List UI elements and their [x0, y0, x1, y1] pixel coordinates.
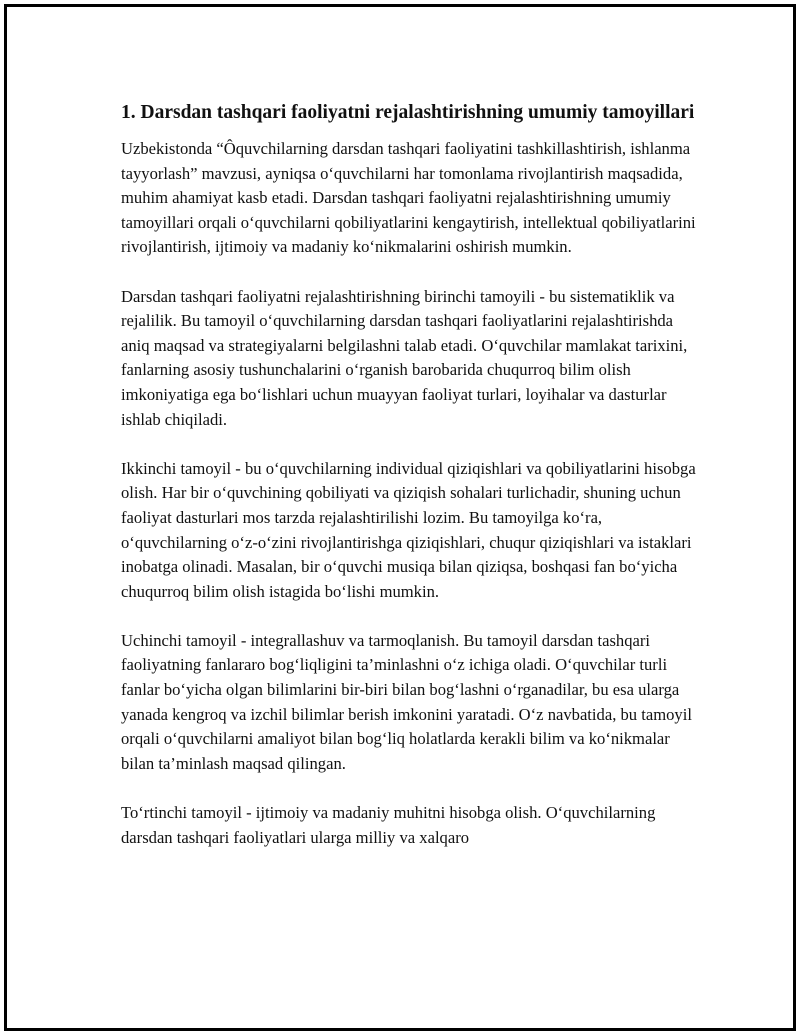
- paragraph-intro: Uzbekistonda “Ôquvchilarning darsdan tashqari faoliyatini tashkillashtirish, ishlanma tayyorlash” mavzusi, ayniqsa o‘quvchilarni har tomonlama rivojlantirish maqsadida, muhim ahamiyat kasb etadi. Darsdan tashqari faoliyatni rejalashtirishning umumiy tamoyillari orqali o‘quvchilarni qobiliyatlarini kengaytirish, intellektual qobiliyatlarini rivojlantirish, ijtimoiy va madaniy ko‘nikmalarini oshirish mumkin.: [121, 139, 696, 257]
- document-page: [4, 4, 796, 1031]
- paragraph-first-principle: Darsdan tashqari faoliyatni rejalashtirishning birinchi tamoyili - bu sistematiklik va rejalilik. Bu tamoyil o‘quvchilarning darsdan tashqari faoliyatlarini rejalashtirishda aniq maqsad va strategiyalarni belgilashni talab etadi. O‘quvchilar mamlakat tarixini, fanlarning asosiy tushunchalarini o‘rganish barobarida chuqurroq bilim olish imkoniyatiga ega bo‘lishlari uchun muayyan faoliyat turlari, loyihalar va dasturlar ishlab chiqiladi.: [121, 286, 688, 429]
- paragraph-second-principle: Ikkinchi tamoyil - bu o‘quvchilarning individual qiziqishlari va qobiliyatlarini hisobga olish. Har bir o‘quvchining qobiliyati va qiziqish sohalari turlichadir, shuning uchun faoliyat dasturlari mos tarzda rejalashtirilishi lozim. Bu tamoyilga ko‘ra, o‘quvchilarning o‘z-o‘zini rivojlantirishga qiziqishlari, chuqur qiziqishlari va istaklari inobatga olinadi. Masalan, bir o‘quvchi musiqa bilan qiziqsa, boshqasi fan bo‘yicha chuqurroq bilim olish istagida bo‘lishi mumkin.: [121, 458, 696, 601]
- section-heading: 1. Darsdan tashqari faoliyatni rejalashtirishning umumiy tamoyillari: [121, 102, 695, 123]
- paragraph-third-principle: Uchinchi tamoyil - integrallashuv va tarmoqlanish. Bu tamoyil darsdan tashqari faoliyatning fanlararo bog‘liqligini ta’minlashni o‘z ichiga oladi. O‘quvchilar turli fanlar bo‘yicha olgan bilimlarini bir-biri bilan bog‘lashni o‘rganadilar, bu esa ularga yanada kengroq va izchil bilimlar berish imkonini yaratadi. O‘z navbatida, bu tamoyil orqali o‘quvchilarni amaliyot bilan bog‘liq holatlarda kerakli bilim va ko‘nikmalar bilan ta’minlash maqsad qilingan.: [121, 630, 692, 773]
- paragraph-fourth-principle: To‘rtinchi tamoyil - ijtimoiy va madaniy muhitni hisobga olish. O‘quvchilarning darsdan tashqari faoliyatlari ularga milliy va xalqaro: [121, 803, 656, 847]
- document-content: [121, 99, 701, 875]
